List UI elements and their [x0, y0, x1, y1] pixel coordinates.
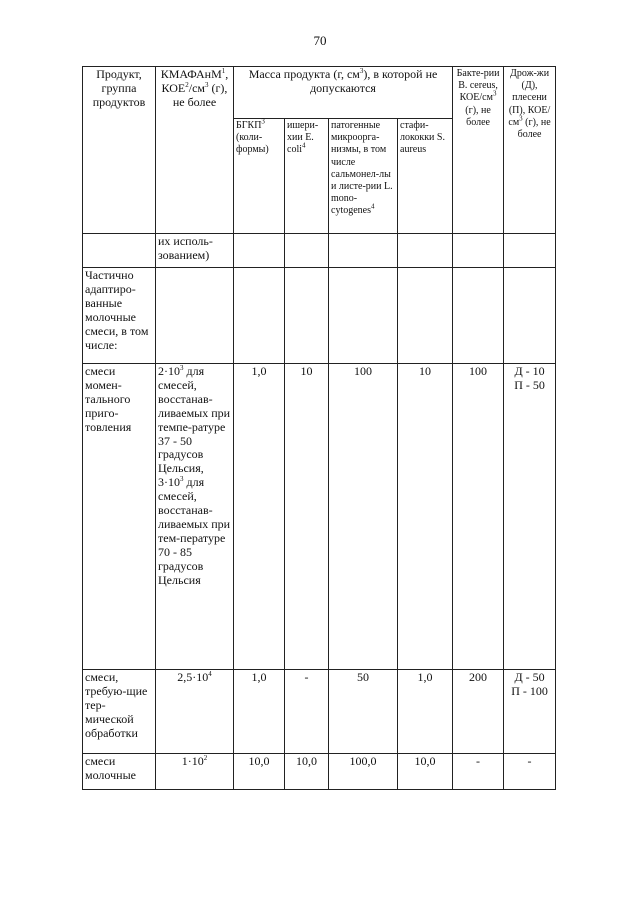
cell-kmafanm: их исполь-зованием) [156, 234, 234, 268]
cell-yeast: Д - 50 П - 100 [504, 670, 556, 754]
cell-staph: 1,0 [398, 670, 453, 754]
cell-bcereus: - [453, 754, 504, 790]
cell-product [83, 234, 156, 268]
cell-product: Частично адаптиро-ванные молочные смеси, в том числе: [83, 268, 156, 364]
header-mass-product: Масса продукта (г, $см^3$), в которой не допускаются [234, 67, 453, 119]
microbiological-norms-table [82, 66, 556, 790]
header-staph: стафи-лококки S. aureus [398, 119, 453, 234]
table-row [83, 268, 556, 364]
table-row [83, 364, 556, 670]
table-row [83, 754, 556, 790]
cell-bcereus: 100 [453, 364, 504, 670]
header-row-1 [83, 67, 556, 119]
cell-yeast: Д - 10 П - 50 [504, 364, 556, 670]
cell-bcereus: 200 [453, 670, 504, 754]
cell-pathogens: 100,0 [329, 754, 398, 790]
cell-ecoli: 10,0 [285, 754, 329, 790]
cell-product: смеси, требую-щие тер-мической обработки [83, 670, 156, 754]
cell-bgkp: 1,0 [234, 364, 285, 670]
header-bcereus: Бакте-рии B. cereus, КОЕ/$см^3$ (г), не более [453, 67, 504, 234]
cell-ecoli: - [285, 670, 329, 754]
header-product-group: Продукт, группа продуктов [83, 67, 156, 234]
cell-product: смеси молочные [83, 754, 156, 790]
cell-ecoli: 10 [285, 364, 329, 670]
cell-bgkp: 10,0 [234, 754, 285, 790]
cell-pathogens: 50 [329, 670, 398, 754]
cell-kmafanm: $2,5\cdot 10^4$ [156, 670, 234, 754]
header-ecoli: ишери-хии E. coli$^4$ [285, 119, 329, 234]
cell-bgkp: 1,0 [234, 670, 285, 754]
header-kmafanm: КМАФАнМ$^1$, $КОЕ^2/см^3$ (г), не более [156, 67, 234, 234]
page-number: 70 [313, 33, 327, 48]
cell-pathogens: 100 [329, 364, 398, 670]
table-row [83, 234, 556, 268]
header-bgkp: БГКП$^3$ (коли-формы) [234, 119, 285, 234]
cell-staph: 10 [398, 364, 453, 670]
cell-yeast: - [504, 754, 556, 790]
cell-kmafanm: $1\cdot 10^2$ [156, 754, 234, 790]
header-yeast-mold: Дрож-жи (Д), плесени (П), КОЕ/$см^3$ (г), не более [504, 67, 556, 234]
cell-staph: 10,0 [398, 754, 453, 790]
table-row [83, 670, 556, 754]
header-pathogens: патогенные микроорга-низмы, в том числе сальмонел-лы и листе-рии L. mono-cytogenes$^4$ [329, 119, 398, 234]
cell-product: смеси момен-тального приго-товления [83, 364, 156, 670]
cell-kmafanm: $2\cdot 10^3$ для смесей, восстанав-ливаемых при темпе-ратуре 37 - 50 градусов Цельсия, $3\cdot 10^3$ для смесей, восстанав-ливаемых при тем-пературе 70 - 85 градусов Цельсия [156, 364, 234, 670]
